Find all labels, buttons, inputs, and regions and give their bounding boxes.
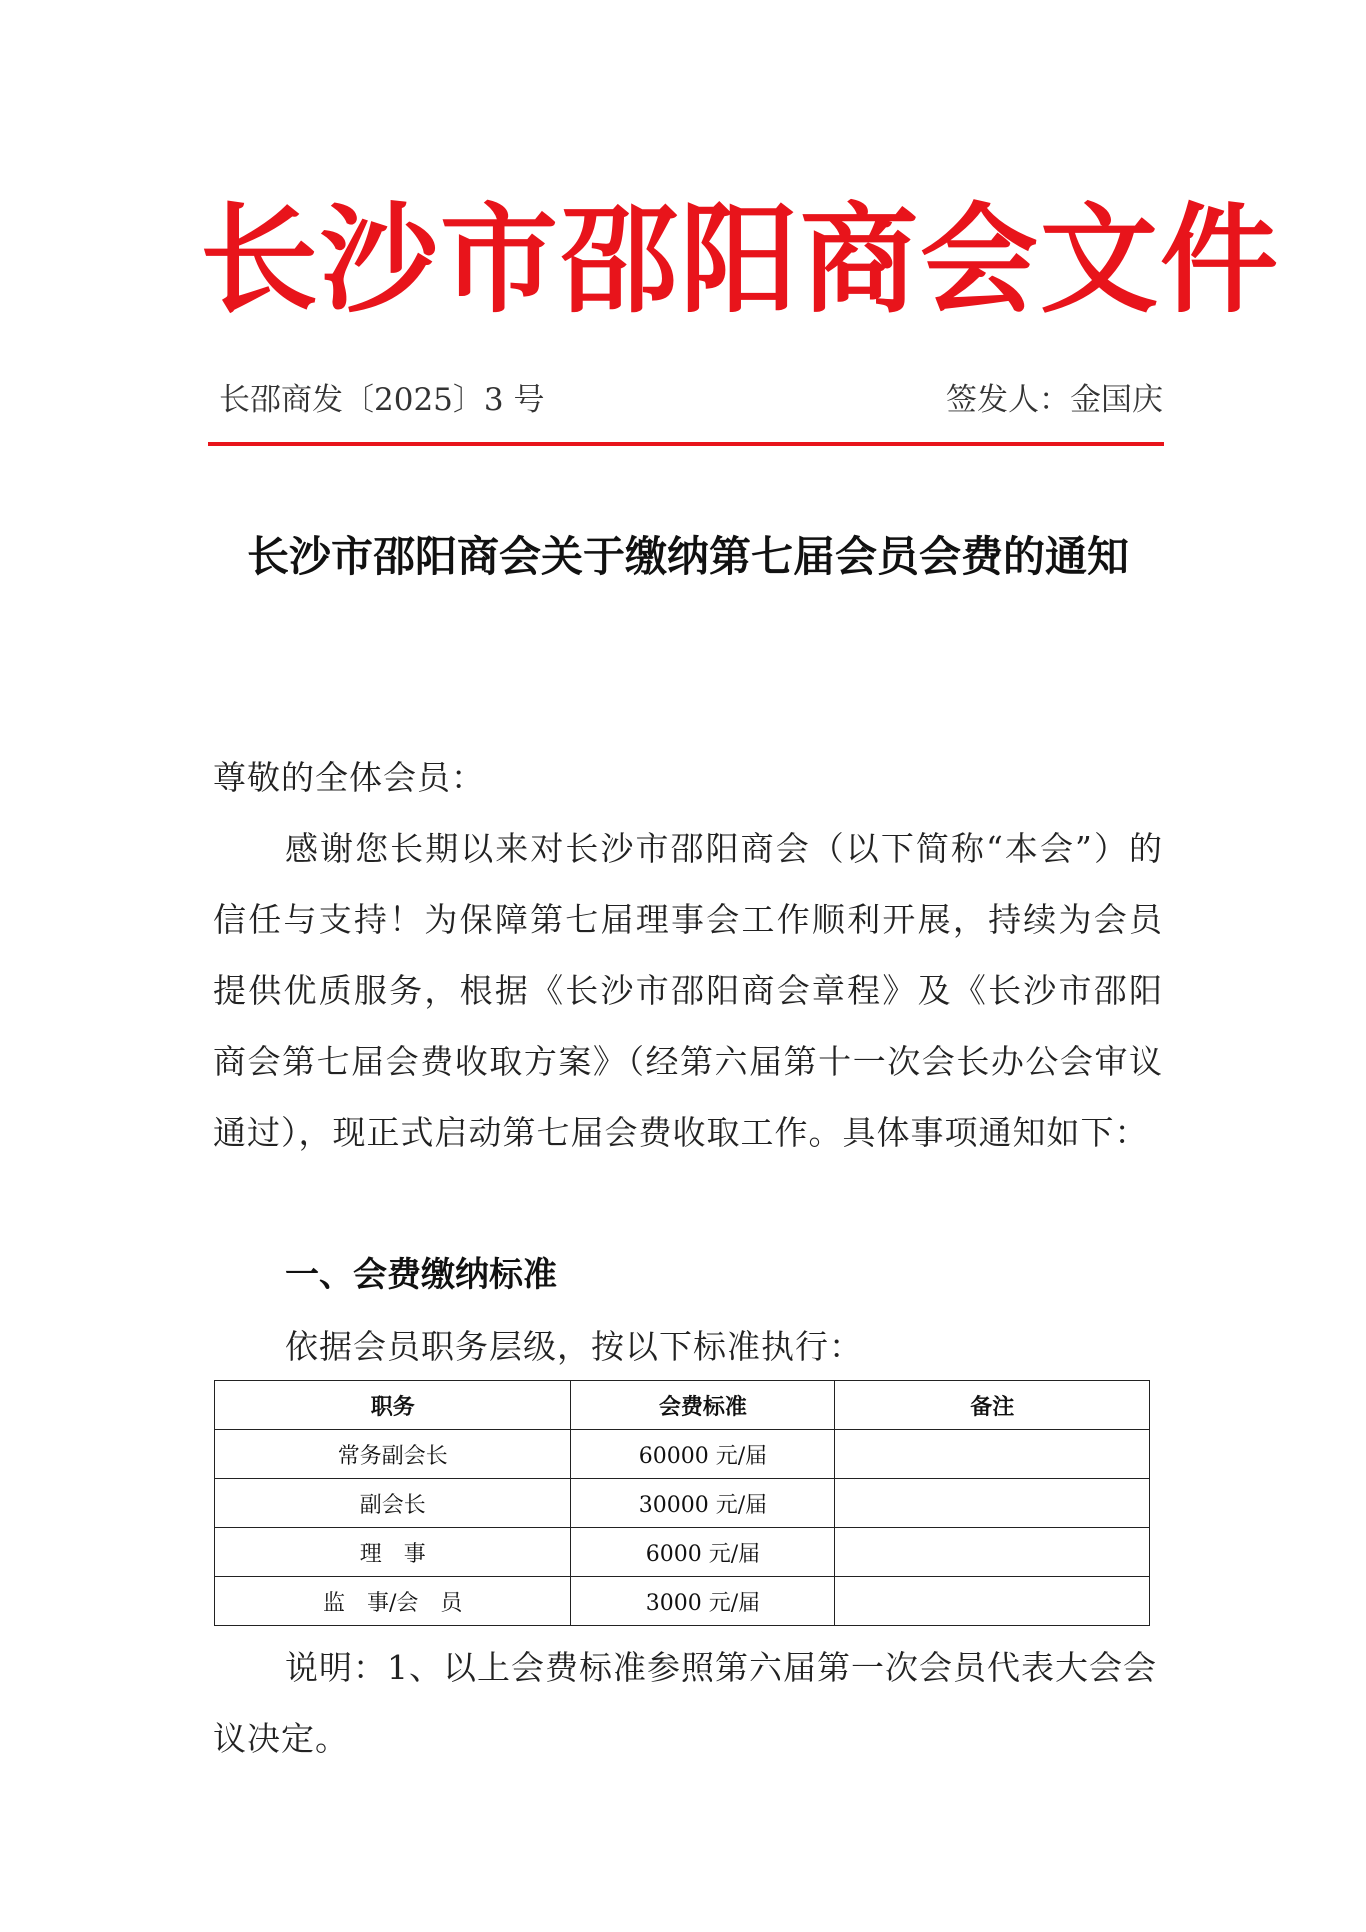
fee-cell: 60000 元/届 [571, 1430, 835, 1479]
document-number: 长邵商发〔2025〕3 号 [219, 382, 545, 418]
table-row [215, 1479, 1150, 1528]
document-meta-line [213, 374, 1163, 420]
position-cell: 副会长 [215, 1479, 571, 1528]
remark-cell [835, 1479, 1150, 1528]
body-paragraph: 感谢您长期以来对长沙市邵阳商会（以下简称“本会”）的信任与支持！为保障第七届理事会工作顺利开展，持续为会员提供优质服务，根据《长沙市邵阳商会章程》及《长沙市邵阳商会第七届会费收取方案》（经第六届第十一次会长办公会审议通过），现正式启动第七届会费收取工作。具体事项通知如下： [213, 829, 1163, 1152]
remark-cell [835, 1430, 1150, 1479]
table-header-cell: 职务 [215, 1381, 571, 1430]
fee-cell: 6000 元/届 [571, 1528, 835, 1577]
table-note: 说明：1、以上会费标准参照第六届第一次会员代表大会会议决定。 [213, 1648, 1157, 1758]
fee-standard-table [214, 1380, 1150, 1626]
remark-cell [835, 1528, 1150, 1577]
position-cell: 常务副会长 [215, 1430, 571, 1479]
table-row [215, 1577, 1150, 1626]
document-signer: 签发人：金国庆 [946, 382, 1163, 418]
position-cell: 理 事 [215, 1528, 571, 1577]
document-org-title: 长沙市邵阳商会文件 [200, 191, 1281, 329]
table-header-cell: 会费标准 [571, 1381, 835, 1430]
table-row [215, 1528, 1150, 1577]
section-intro: 依据会员职务层级，按以下标准执行： [285, 1327, 863, 1366]
section-heading: 一、会费缴纳标准 [285, 1255, 557, 1295]
position-cell: 监 事/会 员 [215, 1577, 571, 1626]
table-row [215, 1430, 1150, 1479]
notice-title: 长沙市邵阳商会关于缴纳第七届会员会费的通知 [246, 532, 1129, 581]
table-header-row [215, 1381, 1150, 1430]
remark-cell [835, 1577, 1150, 1626]
fee-cell: 30000 元/届 [571, 1479, 835, 1528]
header-red-divider [208, 442, 1164, 446]
fee-cell: 3000 元/届 [571, 1577, 835, 1626]
salutation: 尊敬的全体会员： [213, 758, 485, 797]
table-header-cell: 备注 [835, 1381, 1150, 1430]
